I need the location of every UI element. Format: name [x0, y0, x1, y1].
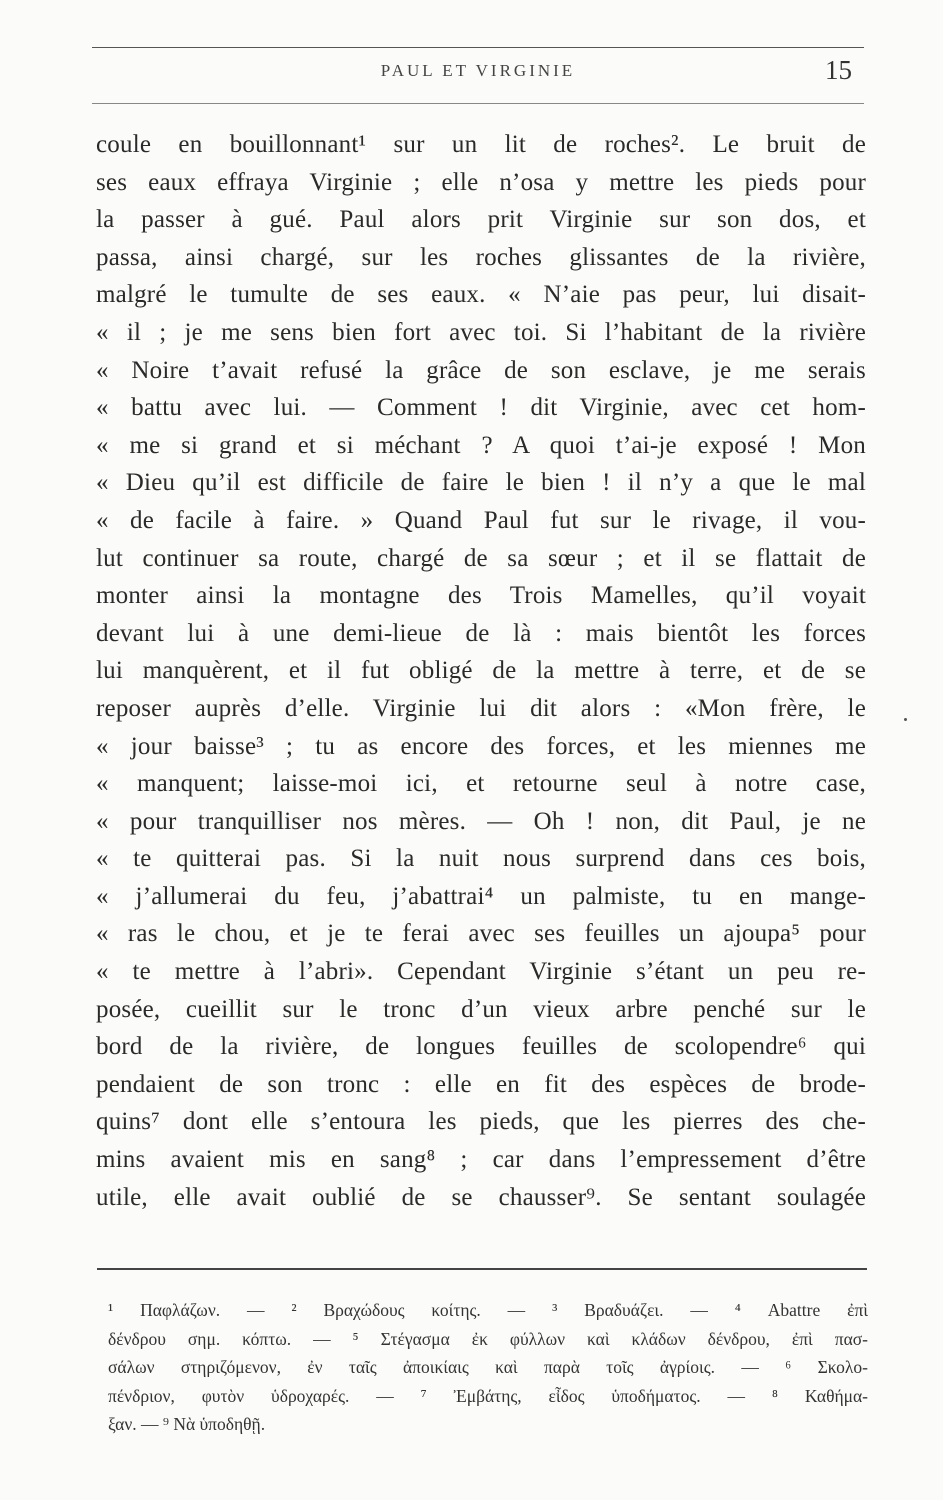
text-line: lui manquèrent, et il fut obligé de la mettre à terre, et de se — [96, 657, 866, 685]
header-rule-top — [92, 47, 864, 48]
text-line: « te quitterai pas. Si la nuit nous surprend dans ces bois, — [96, 845, 866, 873]
text-line: utile, elle avait oublié de se chausser⁹. Se sentant soulagée — [96, 1183, 866, 1211]
text-line: mins avaient mis en sang⁸ ; car dans l’empressement d’être — [96, 1146, 866, 1174]
text-line: passa, ainsi chargé, sur les roches glissantes de la rivière, — [96, 243, 866, 271]
text-line: « ras le chou, et je te ferai avec ses feuilles un ajoupa⁵ pour — [96, 920, 866, 948]
text-line: « de facile à faire. » Quand Paul fut sur le rivage, il vou- — [96, 506, 866, 534]
text-line: bord de la rivière, de longues feuilles de scolopendre⁶ qui — [96, 1033, 866, 1061]
text-line: « me si grand et si méchant ? A quoi t’ai-je exposé ! Mon — [96, 431, 866, 459]
text-line: « te mettre à l’abri». Cependant Virginie s’étant un peu re- — [96, 958, 866, 986]
footnote-line: ¹ Παφλάζων. — ² Βραχώδους κοίτης. — ³ Βραδυάζει. — ⁴ Abattre ἐπὶ — [108, 1300, 868, 1320]
text-line: monter ainsi la montagne des Trois Mamelles, qu’il voyait — [96, 582, 866, 610]
header-rule-bottom — [92, 103, 864, 104]
text-line: « battu avec lui. — Comment ! dit Virginie, avec cet hom- — [96, 394, 866, 422]
text-line: malgré le tumulte de ses eaux. « N’aie pas peur, lui disait- — [96, 281, 866, 309]
footnote-line: δένδρου σημ. κόπτω. — ⁵ Στέγασμα ἐκ φύλλων καὶ κλάδων δένδρου, ἐπὶ πασ- — [108, 1328, 868, 1349]
running-title: PAUL ET VIRGINIE — [380, 61, 576, 80]
text-line: la passer à gué. Paul alors prit Virginie sur son dos, et — [96, 206, 866, 234]
paper-speck — [904, 718, 907, 721]
text-line: quins⁷ dont elle s’entoura les pieds, que les pierres des che- — [96, 1108, 866, 1136]
text-line: coule en bouillonnant¹ sur un lit de roches². Le bruit de — [96, 131, 866, 158]
text-line: pendaient de son tronc : elle en fit des espèces de brode- — [96, 1070, 866, 1098]
footnote-line: ξαν. — ⁹ Νὰ ὑποδηθῇ. — [108, 1414, 266, 1435]
text-line: « pour tranquilliser nos mères. — Oh ! non, dit Paul, je ne — [96, 807, 866, 835]
text-line: « j’allumerai du feu, j’abattrai⁴ un palmiste, tu en mange- — [96, 882, 866, 910]
footnote-line: σάλων στηριζόμενον, ἐν ταῖς ἀποικίαις καὶ παρὰ τοῖς ἀγρίοις. — ⁶ Σκολο- — [108, 1357, 868, 1378]
footnote-line: πένδριον, φυτὸν ὑδροχαρές. — ⁷ Ἐμβάτης, εἶδος ὑποδήματος. — ⁸ Καθήμα- — [108, 1385, 868, 1406]
page-number: 15 — [825, 55, 852, 85]
text-line: devant lui à une demi-lieue de là : mais bientôt les forces — [96, 619, 866, 647]
text-line: ses eaux effraya Virginie ; elle n’osa y mettre les pieds pour — [96, 168, 866, 196]
text-line: reposer auprès d’elle. Virginie lui dit alors : «Mon frère, le — [96, 694, 866, 722]
text-line: « il ; je me sens bien fort avec toi. Si l’habitant de la rivière — [96, 318, 866, 346]
footnote-rule — [97, 1268, 867, 1270]
text-line: posée, cueillit sur le tronc d’un vieux arbre penché sur le — [96, 995, 866, 1023]
body-text — [96, 126, 866, 1216]
text-line: « jour baisse³ ; tu as encore des forces, et les miennes me — [96, 732, 866, 760]
text-line: « Dieu qu’il est difficile de faire le bien ! il n’y a que le mal — [96, 469, 866, 497]
footnotes — [108, 1296, 868, 1439]
text-line: « Noire t’avait refusé la grâce de son esclave, je me serais — [96, 356, 866, 384]
text-line: « manquent; laisse-moi ici, et retourne seul à notre case, — [96, 770, 866, 798]
text-line: lut continuer sa route, chargé de sa sœur ; et il se flattait de — [96, 544, 866, 572]
running-head — [92, 57, 864, 93]
